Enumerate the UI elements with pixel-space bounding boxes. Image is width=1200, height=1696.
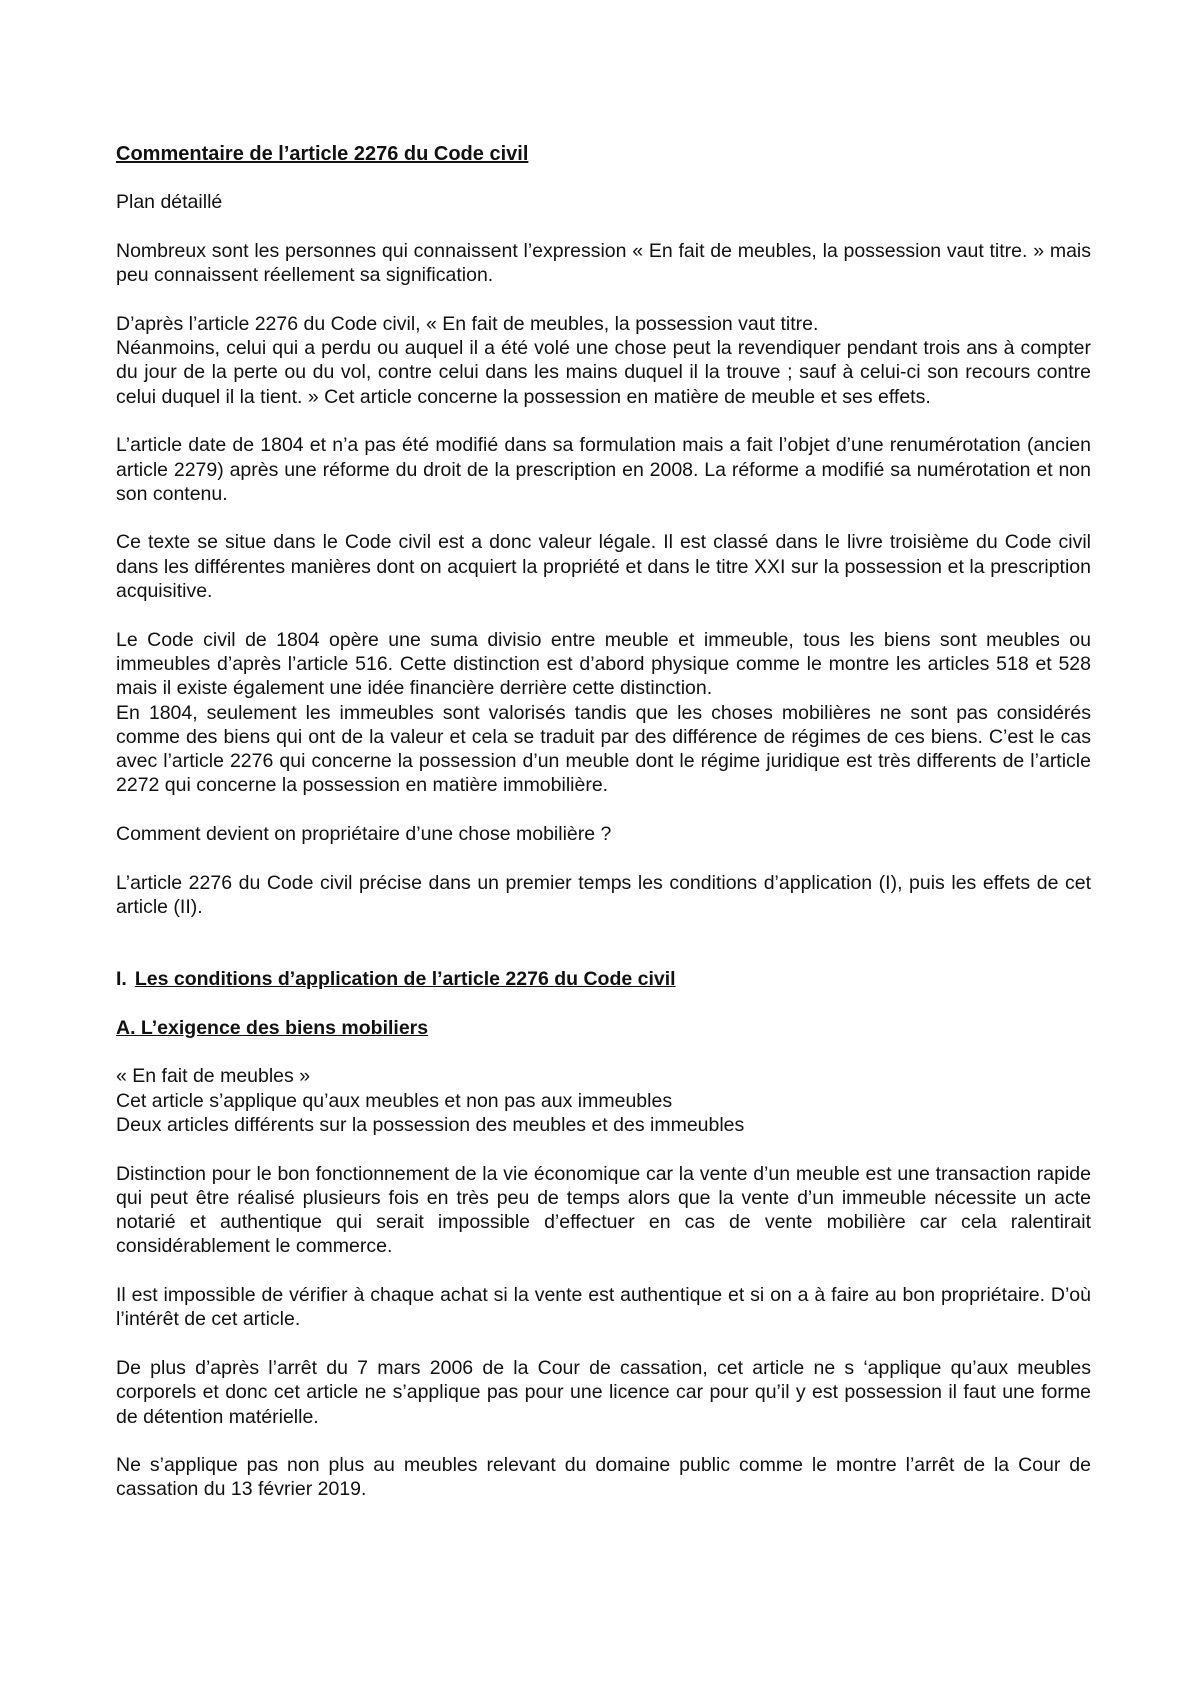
- economic-paragraph: Distinction pour le bon fonctionnement de la vie économique car la vente d’un meuble est une transaction rapide qui peut être réalisé plusieurs fois en très peu de temps alors que la vente d’un immeuble nécessite un acte notarié et authentique qui serait impossible d’effectuer en cas de vente mobilière car cela ralentirait considérablement le commerce.: [116, 1162, 1091, 1258]
- summa-divisio-paragraph: Le Code civil de 1804 opère une suma divisio entre meuble et immeuble, tous les biens sont meubles ou immeubles d’après l’article 516. Cette distinction est d’abord physique comme le montre les articles 518 et 528 mais il existe également une idée financière derrière cette distinction.: [116, 628, 1091, 700]
- corporels-paragraph: De plus d’après l’arrêt du 7 mars 2006 de la Cour de cassation, cet article ne s ‘applique qu’aux meubles corporels et donc cet article ne s’applique pas pour une licence car pour qu’il y est possession il faut une forme de détention matérielle.: [116, 1356, 1091, 1428]
- valuation-paragraph: En 1804, seulement les immeubles sont valorisés tandis que les choses mobilières ne sont pas considérés comme des biens qui ont de la valeur et cela se traduit par des différence de régimes de ces biens. C’est le cas avec l’article 2276 qui concerne la possession d’un meuble dont le régime juridique est très differents de l’article 2272 qui concerne la possession en matière immobilière.: [116, 701, 1091, 797]
- section-one-title: Les conditions d’application de l’article 2276 du Code civil: [134, 968, 676, 991]
- article-quote-continued: Néanmoins, celui qui a perdu ou auquel il a été volé une chose peut la revendiquer pendant trois ans à compter du jour de la perte ou du vol, contre celui dans les mains duquel il la trouve ; sauf à celui-ci son recours contre celui duquel il la tient. » Cet article concerne la possession en matière de meuble et ses effets.: [116, 337, 1091, 408]
- list-line: Cet article s’applique qu’aux meubles et non pas aux immeubles: [116, 1089, 673, 1112]
- article-quote-start: D’après l’article 2276 du Code civil, « En fait de meubles, la possession vaut titre.: [116, 312, 819, 335]
- section-one-number: I.: [116, 968, 127, 991]
- document-title: Commentaire de l’article 2276 du Code civil: [116, 143, 529, 165]
- verification-paragraph: Il est impossible de vérifier à chaque achat si la vente est authentique et si on a à faire au bon propriétaire. D’où l’intérêt de cet article.: [116, 1284, 1091, 1331]
- annonce-plan: L’article 2276 du Code civil précise dans un premier temps les conditions d’application (I), puis les effets de cet article (II).: [116, 871, 1091, 918]
- document-page: [116, 142, 1091, 1526]
- location-paragraph: Ce texte se situe dans le Code civil est a donc valeur légale. Il est classé dans le livre troisième du Code civil dans les différentes manières dont on acquiert la propriété et dans le titre XXI sur la possession et la prescription acquisitive.: [116, 531, 1091, 603]
- list-line: « En fait de meubles »: [116, 1065, 311, 1088]
- domaine-public-paragraph: Ne s’applique pas non plus au meubles relevant du domaine public comme le montre l’arrêt de la Cour de cassation du 13 février 2019.: [116, 1454, 1091, 1501]
- plan-label: Plan détaillé: [116, 191, 223, 214]
- list-line: Deux articles différents sur la possession des meubles et des immeubles: [116, 1113, 745, 1136]
- subsection-a-lines: [116, 1064, 1091, 1137]
- history-paragraph: L’article date de 1804 et n’a pas été modifié dans sa formulation mais a fait l’objet d’une renumérotation (ancien article 2279) après une réforme du droit de la prescription en 2008. La réforme a modifié sa numérotation et non son contenu.: [116, 434, 1091, 505]
- problematique: Comment devient on propriétaire d’une chose mobilière ?: [116, 823, 612, 846]
- intro-paragraph: Nombreux sont les personnes qui connaissent l’expression « En fait de meubles, la possession vaut titre. » mais peu connaissent réellement sa signification.: [116, 239, 1091, 287]
- subsection-a-heading: A. L’exigence des biens mobiliers: [116, 1016, 429, 1039]
- section-one-heading: [116, 967, 1091, 991]
